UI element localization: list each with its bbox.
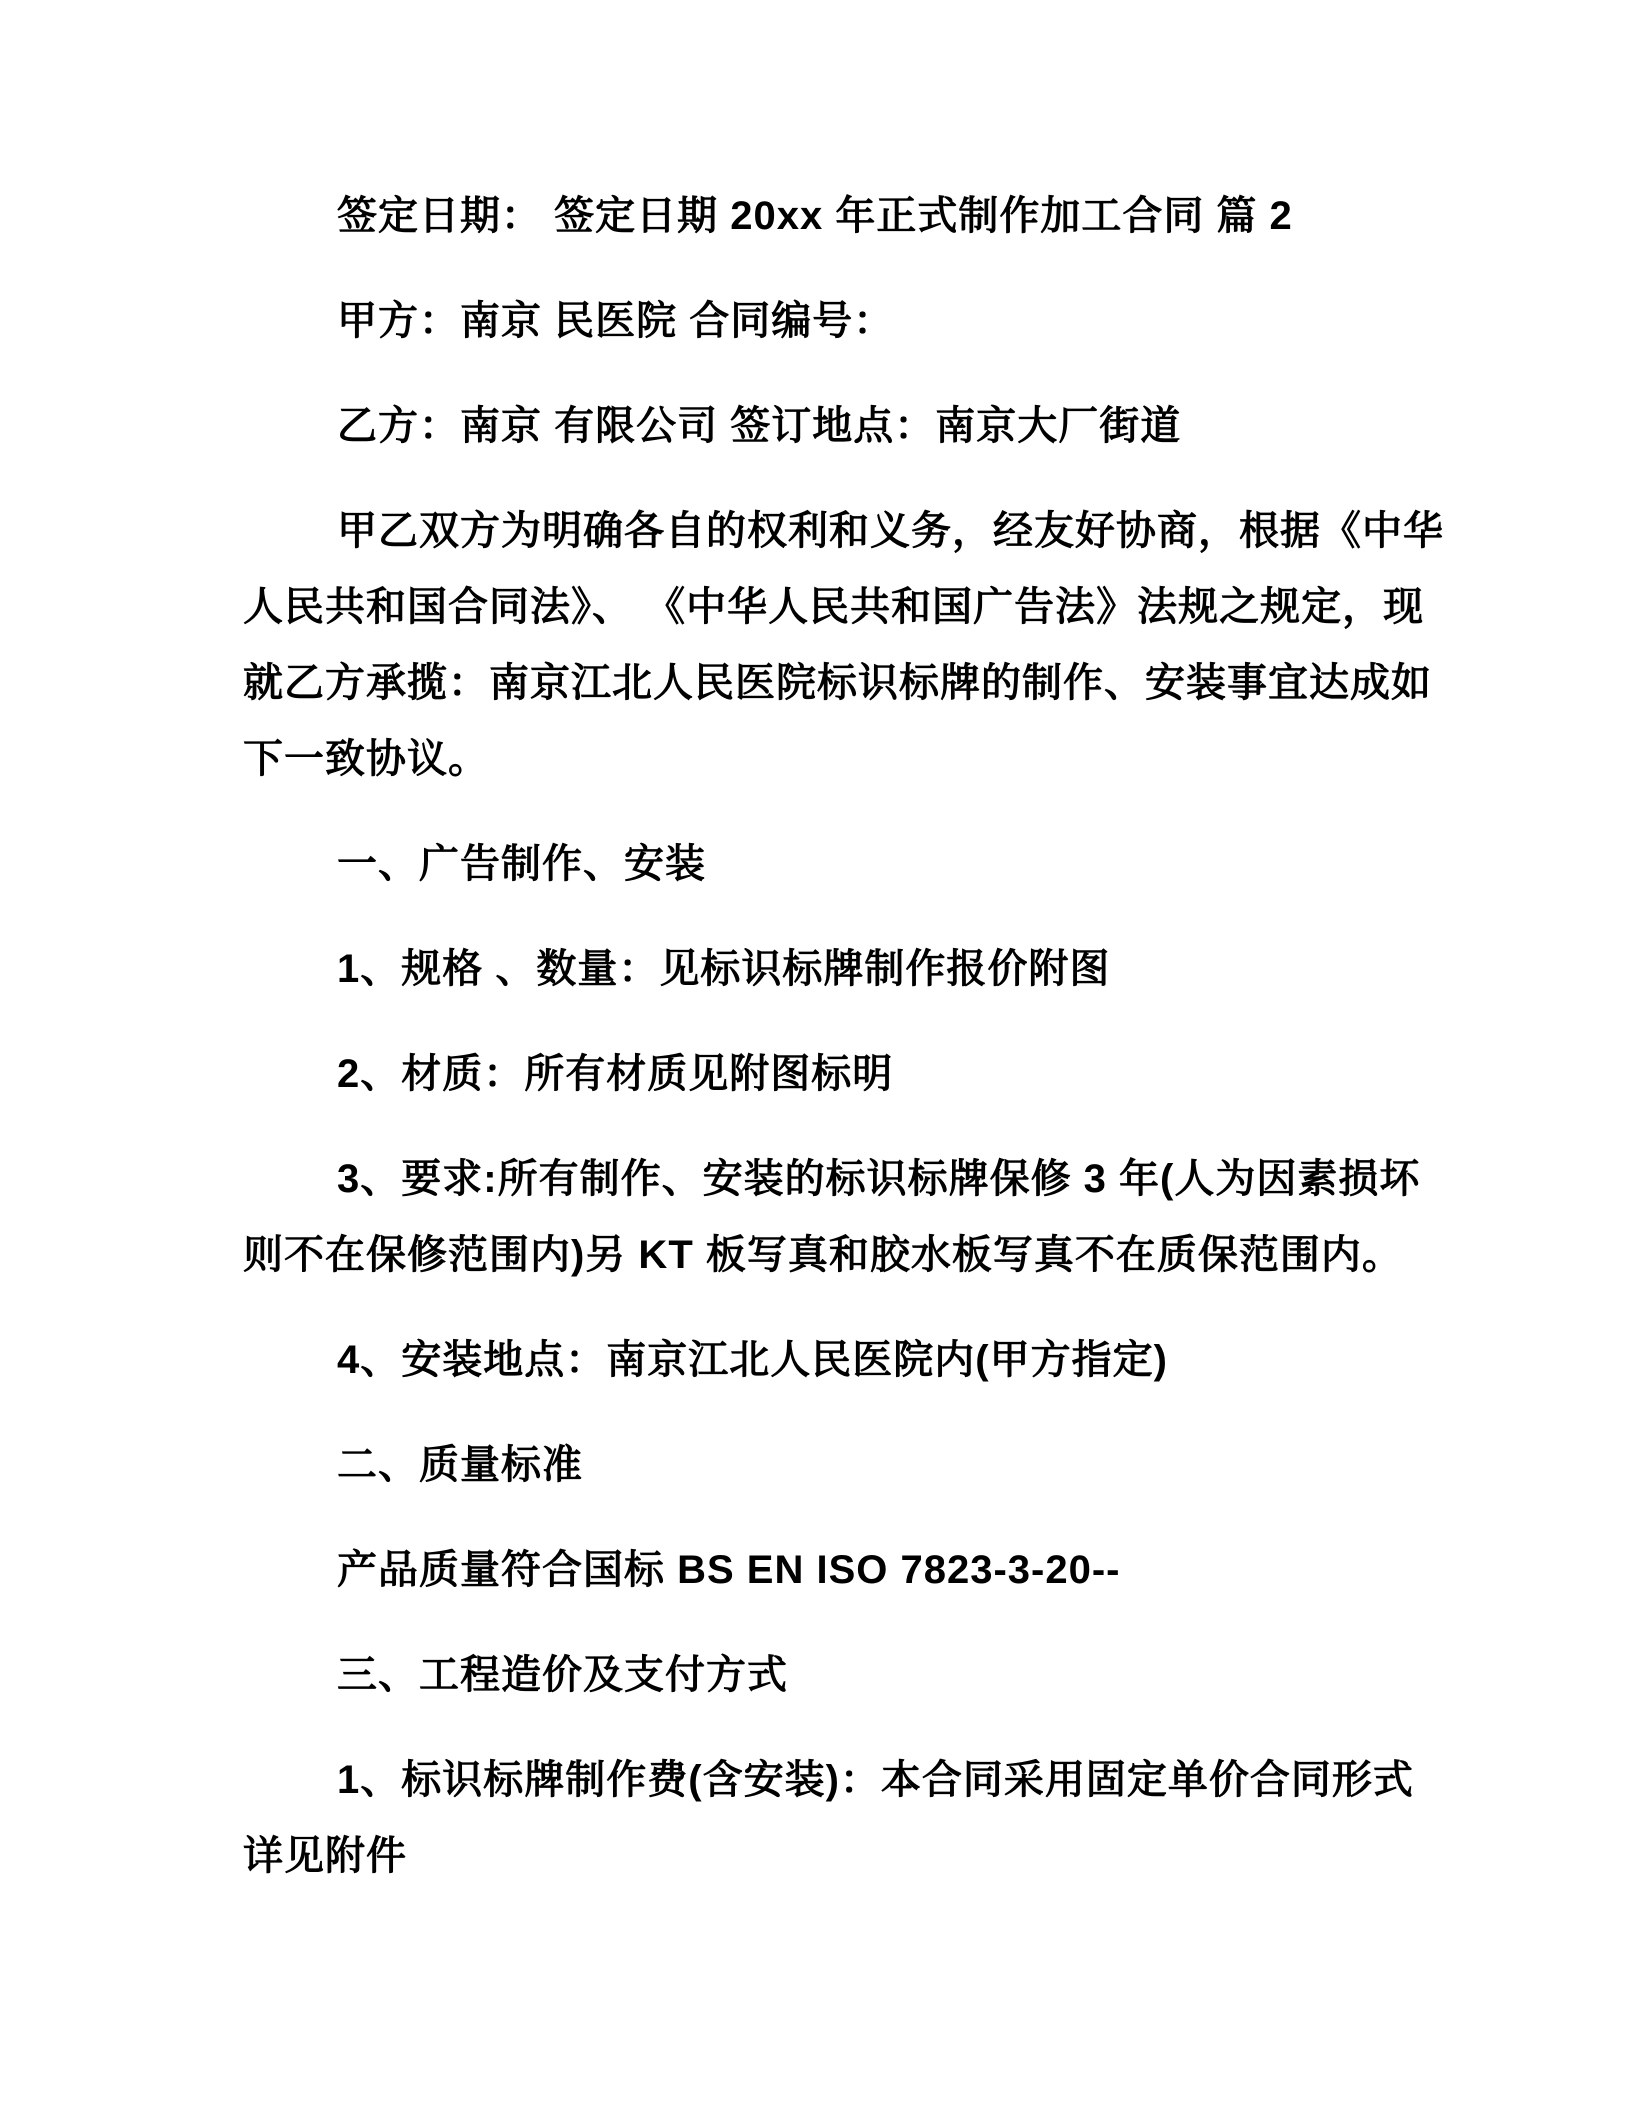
item-1-1: 1、规格 、数量：见标识标牌制作报价附图 <box>337 947 1111 991</box>
item-1-3: 3、要求:所有制作、安装的标识标牌保修 3 年(人为因素损坏则不在保修范围内)另 KT 板写真和胶水板写真不在质保范围内。 <box>243 1157 1421 1277</box>
party-b-line: 乙方：南京 有限公司 签订地点：南京大厂街道 <box>337 404 1182 448</box>
preamble-paragraph: 甲乙双方为明确各自的权利和义务，经友好协商，根据《中华人民共和国合同法》、 《中华人民共和国广告法》法规之规定，现就乙方承揽：南京江北人民医院标识标牌的制作、安装事宜达成如下一致协议。 <box>243 509 1444 781</box>
section-3-heading: 三、工程造价及支付方式 <box>337 1653 788 1697</box>
section-2-heading: 二、质量标准 <box>337 1443 583 1487</box>
sign-date-title-line: 签定日期： 签定日期 20xx 年正式制作加工合同 篇 2 <box>337 194 1293 238</box>
item-1-2: 2、材质：所有材质见附图标明 <box>337 1052 894 1096</box>
quality-standard-line: 产品质量符合国标 BS EN ISO 7823-3-20-- <box>337 1548 1121 1592</box>
section-1-heading: 一、广告制作、安装 <box>337 842 706 886</box>
item-3-1: 1、标识标牌制作费(含安装)：本合同采用固定单价合同形式详见附件 <box>243 1758 1414 1878</box>
item-1-4: 4、安装地点：南京江北人民医院内(甲方指定) <box>337 1338 1168 1382</box>
party-a-line: 甲方：南京 民医院 合同编号： <box>337 299 895 343</box>
